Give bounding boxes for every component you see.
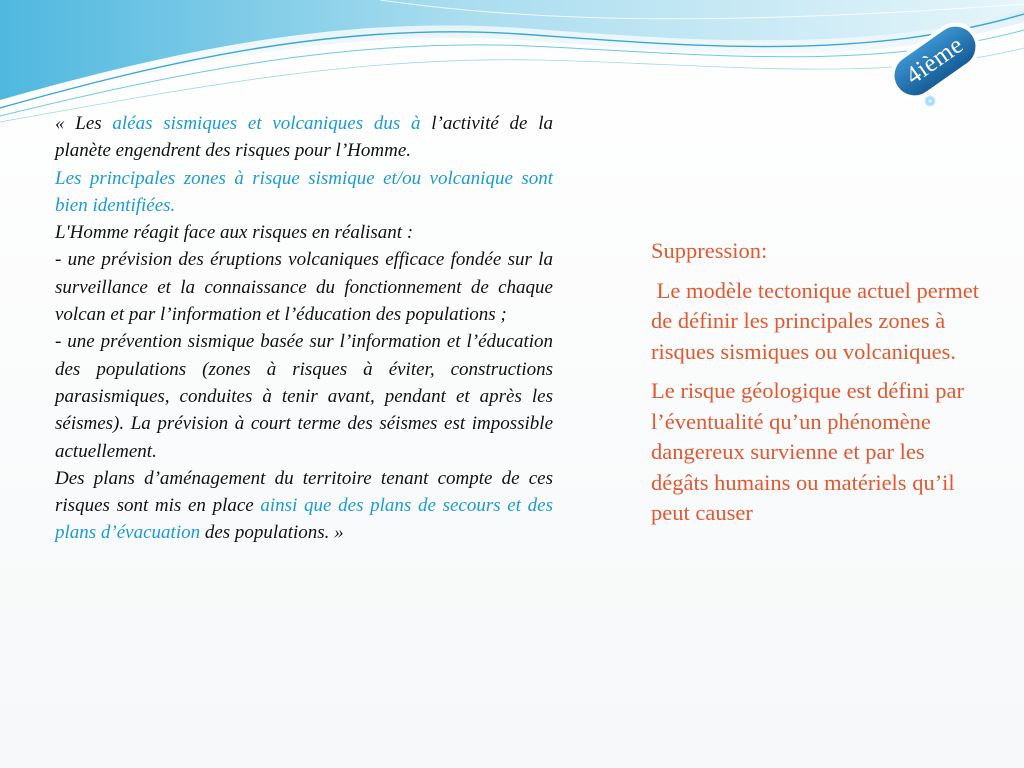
quote-paragraph-5: - une prévention sismique basée sur l’information et l’éducation des populations (zones à risques à éviter, constructions parasismiques, conduites à tenir avant, pendant et après les séismes). La prévision à court terme des séismes est impossible actuellement. xyxy=(55,331,553,462)
quote-block xyxy=(55,110,553,547)
quote-open-text: « Les xyxy=(55,113,113,134)
quote-highlight-plans: ainsi que des plans de secours et des plans d’évacuation xyxy=(55,495,554,544)
summary-paragraph-1: Le modèle tectonique actuel permet de définir les principales zones à risques sismiques ou volcaniques. xyxy=(651,277,985,364)
quote-text: l’activité de la planète engendrent des risques pour l’Homme. xyxy=(55,113,553,162)
grade-badge xyxy=(880,15,990,107)
summary-heading: Suppression: xyxy=(651,238,768,263)
summary-paragraph-2: Le risque géologique est défini par l’éventualité qu’un phénomène dangereux survienne et par les dégâts humains ou matériels qu’il peut causer xyxy=(651,378,965,525)
quote-text: Des plans d’aménagement du territoire tenant compte de ces risques sont mis en place xyxy=(55,467,553,517)
quote-paragraph-1 xyxy=(55,110,553,165)
grade-label: 4ième xyxy=(900,31,969,90)
quote-highlight-hazards: aléas sismiques et volcaniques dus à xyxy=(112,113,421,134)
quote-paragraph-2: Les principales zones à risque sismique et/ou volcanique sont bien identifiées. xyxy=(55,167,553,216)
quote-paragraph-6 xyxy=(55,465,553,547)
summary-block xyxy=(651,236,985,538)
quote-paragraph-4: - une prévision des éruptions volcaniques efficace fondée sur la surveillance et la connaissance du fonctionnement de chaque volcan et par l’information et l’éducation des populations ; xyxy=(55,249,553,326)
quote-paragraph-3: L'Homme réagit face aux risques en réalisant : xyxy=(55,222,414,244)
quote-close-text: des populations. » xyxy=(200,522,344,544)
